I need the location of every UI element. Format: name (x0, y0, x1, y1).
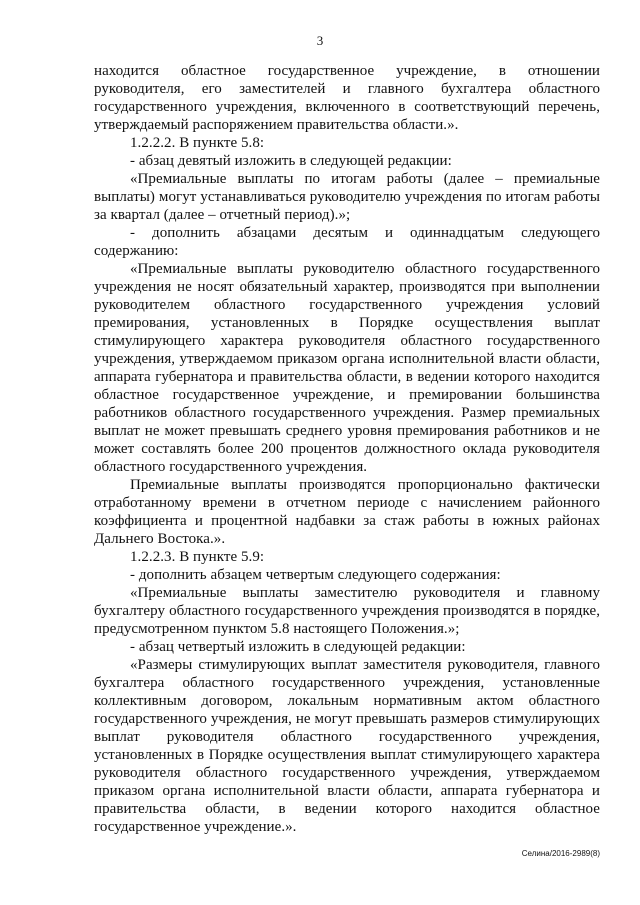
paragraph-quote: «Премиальные выплаты руководителю областного государственного учреждения не носят обязательный характер, производятся при выполнении руководителем областного государственного учреждения условий премирования, установленных в Порядке осуществления выплат стимулирующего характера руководителя областного государственного учреждения, утверждаемом приказом органа исполнительной власти области, аппарата губернатора и правительства области, в ведении которого находится областное государственное учреждение, и премировании большинства работников областного государственного учреждения. Размер премиальных выплат не может превышать среднего уровня премирования работников и не может составлять более 200 процентов должностного оклада руководителя областного государственного учреждения. (94, 261, 600, 475)
paragraph-quote: «Премиальные выплаты заместителю руководителя и главному бухгалтеру областного государственного учреждения производятся в порядке, предусмотренном пунктом 5.8 настоящего Положения.»; (94, 585, 600, 637)
page-number: 3 (316, 33, 324, 48)
paragraph-instruction: - дополнить абзацем четвертым следующего содержания: (130, 567, 501, 583)
paragraph-clause-1-2-2-3: 1.2.2.3. В пункте 5.9: (130, 549, 265, 565)
paragraph-clause-1-2-2-2: 1.2.2.2. В пункте 5.8: (130, 135, 265, 151)
document-footer-code: Селина/2016-2989(8) (521, 849, 600, 858)
paragraph-instruction: - дополнить абзацами десятым и одиннадцатым следующего содержанию: (94, 225, 600, 259)
paragraph-instruction: - абзац четвертый изложить в следующей редакции: (130, 639, 466, 655)
paragraph-quote: «Размеры стимулирующих выплат заместителя руководителя, главного бухгалтера областного государственного учреждения, установленные коллективным договором, локальным нормативным актом областного государственного учреждения, не могут превышать размеров стимулирующих выплат руководителя областного государственного учреждения, установленных в Порядке осуществления выплат стимулирующего характера руководителя областного государственного учреждения, утверждаемом приказом органа исполнительной власти области, аппарата губернатора и правительства области, в ведении которого находится областное государственное учреждение.». (94, 657, 600, 835)
paragraph-quote: «Премиальные выплаты по итогам работы (далее – премиальные выплаты) могут устанавливаться руководителю учреждения по итогам работы за квартал (далее – отчетный период).»; (94, 171, 600, 223)
document-body (94, 62, 600, 836)
paragraph-quote-continuation: Премиальные выплаты производятся пропорционально фактически отработанному времени в отчетном периоде с начислением районного коэффициента и процентной надбавки за стаж работы в южных районах Дальнего Востока.». (94, 477, 600, 547)
paragraph-continuation: находится областное государственное учреждение, в отношении руководителя, его заместителей и главного бухгалтера областного государственного учреждения, включенного в соответствующий перечень, утверждаемый распоряжением правительства области.». (94, 63, 600, 133)
paragraph-instruction: - абзац девятый изложить в следующей редакции: (130, 153, 452, 169)
